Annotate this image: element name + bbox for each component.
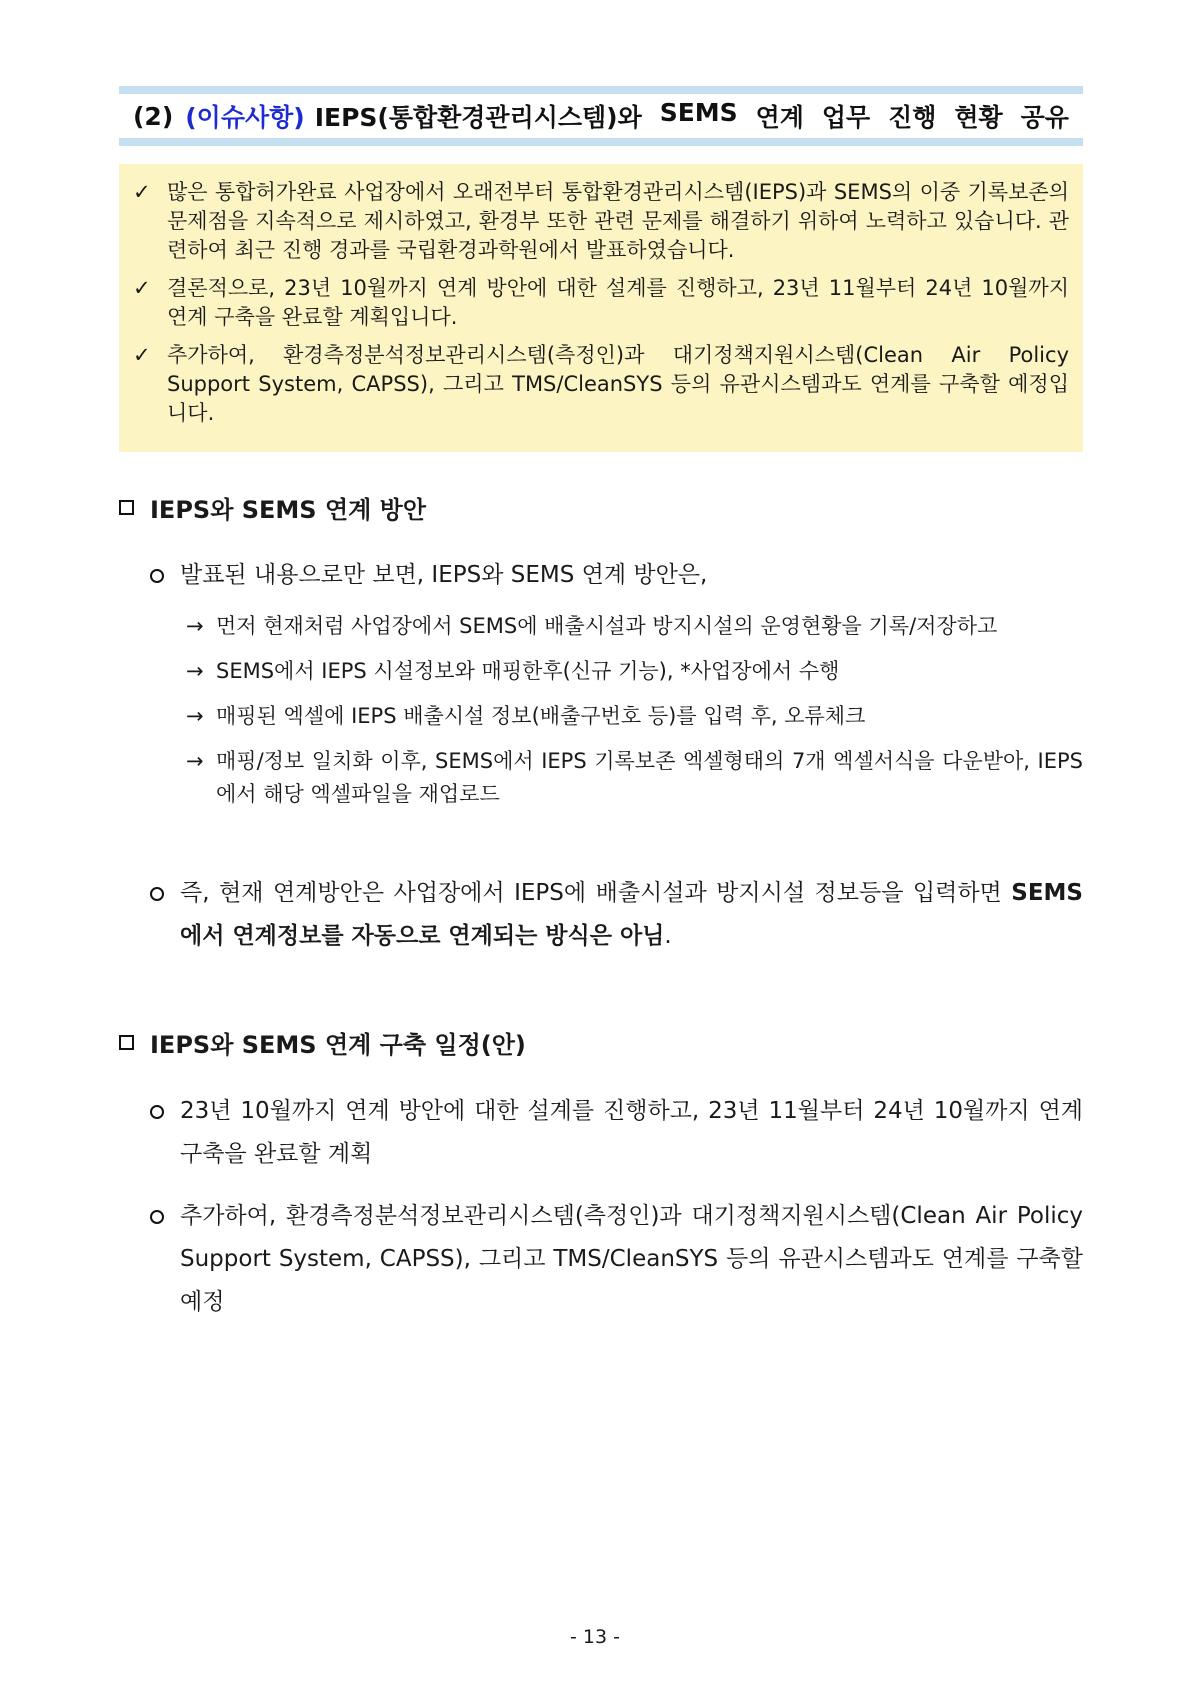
arrow-icon: → (186, 749, 204, 773)
bullet-text: 발표된 내용으로만 보면, IEPS와 SEMS 연계 방안은, (180, 562, 708, 588)
title-word: 연계 (755, 103, 804, 132)
summary-text: 추가하여, 환경측정분석정보관리시스템(측정인)과 대기정책지원시스템(Clean Air Policy Support System, CAPSS), 그리고 TMS/CleanSYS 등의 유관시스템과도 연계를 구축할 예정입니다. (167, 343, 1069, 425)
bullet-item (148, 1090, 1083, 1176)
bullet-text: 23년 10월까지 연계 방안에 대한 설계를 진행하고, 23년 11월부터 24년 10월까지 연계 구축을 완료할 계획 (180, 1098, 1083, 1167)
summary-text: 많은 통합허가완료 사업장에서 오래전부터 통합환경관리시스템(IEPS)과 SEMS의 이중 기록보존의 문제점을 지속적으로 제시하였고, 환경부 또한 관련 문제를 해결하기 위하여 노력하고 있습니다. 관련하여 최근 진행 경과를 국립환경과학원에서 발표하였습니다. (167, 180, 1069, 262)
conclusion-bold: SEMS에서 연계정보를 자동으로 연계되는 방식은 아님 (180, 880, 1083, 949)
bullet-item (148, 554, 1083, 597)
arrow-icon: → (186, 704, 204, 728)
bullet-text: 추가하여, 환경측정분석정보관리시스템(측정인)과 대기정책지원시스템(Clean Air Policy Support System, CAPSS), 그리고 TMS/CleanSYS 등의 유관시스템과도 연계를 구축할 예정 (180, 1203, 1083, 1315)
page-number: - 13 - (570, 1626, 620, 1648)
title-word: IEPS(통합환경관리시스템)와 (314, 103, 642, 132)
square-bullet-icon (119, 1035, 134, 1050)
circle-bullet-icon (150, 1105, 164, 1119)
summary-item (133, 341, 1069, 428)
bullet-item (148, 1195, 1083, 1324)
step-text: SEMS에서 IEPS 시설정보와 매핑한후(신규 기능), *사업장에서 수행 (216, 659, 840, 683)
title-word: 공유 (1020, 103, 1069, 132)
step-item (186, 700, 1083, 733)
bullet-item (148, 872, 1083, 958)
section-heading (119, 490, 426, 525)
issue-label: (이슈사항) (185, 103, 305, 132)
section-heading-text: IEPS와 SEMS 연계 구축 일정(안) (150, 1031, 526, 1059)
step-item (186, 610, 1083, 643)
square-bullet-icon (119, 500, 134, 515)
check-icon: ✓ (133, 276, 151, 300)
conclusion-plain: 즉, 현재 연계방안은 사업장에서 IEPS에 배출시설과 방지시설 정보등을 입력하면 (180, 880, 1012, 906)
step-item (186, 745, 1083, 811)
bullet-text (180, 872, 1083, 958)
section-heading-text: IEPS와 SEMS 연계 방안 (150, 496, 427, 524)
summary-item (133, 274, 1069, 332)
circle-bullet-icon (150, 569, 164, 583)
check-icon: ✓ (133, 343, 151, 367)
section-number: (2) (133, 101, 174, 131)
title-word: 업무 (821, 103, 871, 132)
section-heading (119, 1025, 526, 1060)
step-text: 먼저 현재처럼 사업장에서 SEMS에 배출시설과 방지시설의 운영현황을 기록/저장하고 (216, 614, 998, 638)
title-text (315, 98, 1069, 134)
step-text: 매핑/정보 일치화 이후, SEMS에서 IEPS 기록보존 엑셀형태의 7개 엑셀서식을 다운받아, IEPS에서 해당 엑셀파일을 재업로드 (216, 749, 1083, 806)
check-icon: ✓ (133, 180, 151, 204)
circle-bullet-icon (150, 887, 164, 901)
section-title (119, 86, 1083, 146)
arrow-icon: → (186, 614, 204, 638)
step-item (186, 655, 1083, 688)
conclusion-end: . (664, 923, 672, 949)
arrow-icon: → (186, 659, 204, 683)
step-text: 매핑된 엑셀에 IEPS 배출시설 정보(배출구번호 등)를 입력 후, 오류체크 (216, 704, 866, 728)
circle-bullet-icon (150, 1210, 164, 1224)
summary-item (133, 178, 1069, 265)
title-word: 현황 (954, 103, 1003, 132)
summary-text: 결론적으로, 23년 10월까지 연계 방안에 대한 설계를 진행하고, 23년 11월부터 24년 10월까지 연계 구축을 완료할 계획입니다. (167, 276, 1069, 329)
title-word: SEMS (659, 98, 738, 127)
summary-box (119, 164, 1083, 452)
title-word: 진행 (888, 103, 937, 132)
